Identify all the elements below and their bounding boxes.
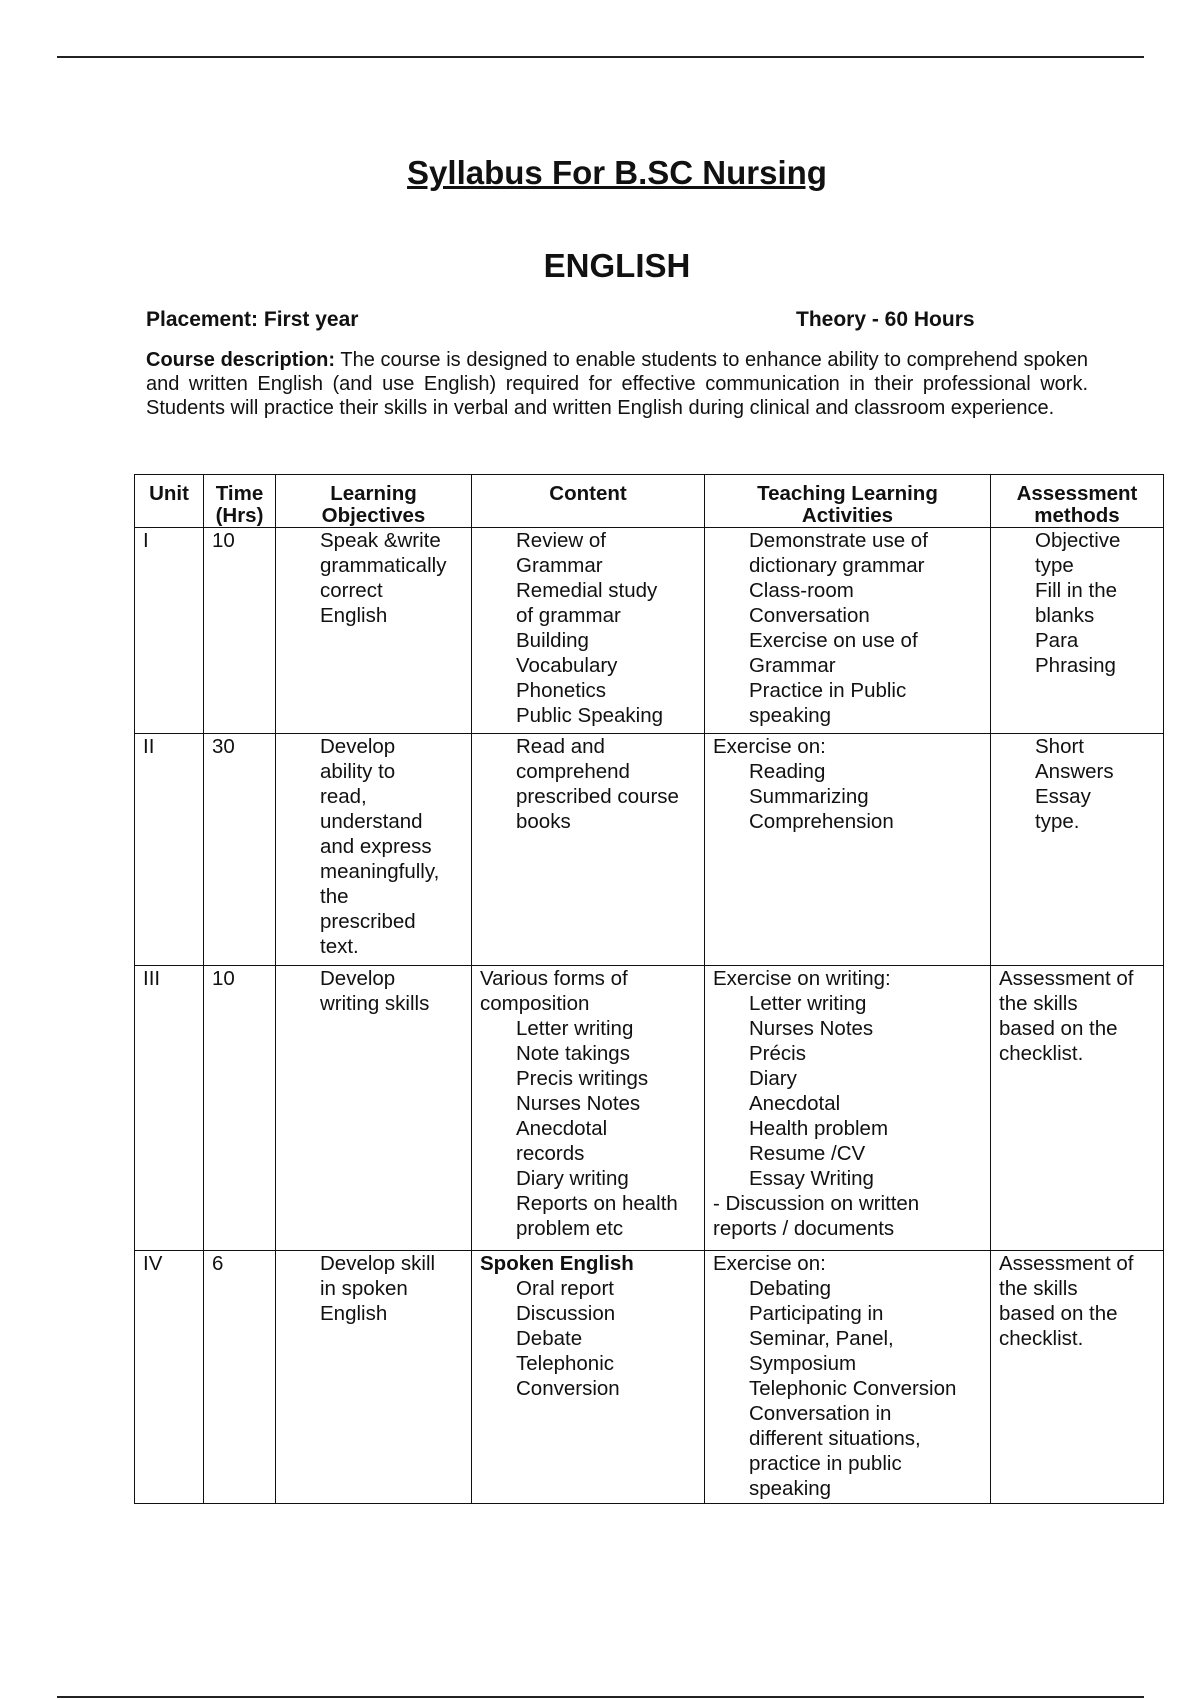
cell-text: Para — [1035, 629, 1079, 652]
cell-text: of grammar — [516, 604, 621, 627]
cell-text: prescribed — [320, 910, 416, 933]
cell-text: type — [1035, 554, 1074, 577]
cell-text: blanks — [1035, 604, 1095, 627]
objectives-cell — [276, 734, 472, 966]
cell-text: Objective — [1035, 529, 1121, 552]
cell-text: the skills — [999, 1277, 1078, 1300]
cell-text: Remedial study — [516, 579, 658, 602]
cell-text: practice in public — [749, 1452, 902, 1475]
cell-text: meaningfully, — [320, 860, 440, 883]
time-cell — [204, 528, 276, 734]
activities-cell — [705, 528, 991, 734]
course-description-label: Course description: — [146, 349, 336, 371]
cell-text: Note takings — [516, 1042, 630, 1065]
top-rule — [57, 56, 1144, 58]
cell-text: Exercise on writing: — [713, 967, 891, 990]
cell-text: writing skills — [320, 992, 430, 1015]
objectives-cell — [276, 966, 472, 1251]
cell-text: Letter writing — [516, 1017, 634, 1040]
header-activities: Teaching Learning Activities — [705, 475, 991, 528]
course-description-text: The course is designed to enable students to enhance ability to comprehend spoken and written English (and use English) required for effective communication in their professional work. Students will practice their skills in verbal and written English during clinical and classroom experience. — [146, 349, 1088, 419]
cell-text: different situations, — [749, 1427, 921, 1450]
cell-text: speaking — [749, 1477, 832, 1500]
table-row — [135, 528, 1164, 734]
theory-hours: Theory - 60 Hours — [796, 308, 975, 331]
cell-text: comprehend — [516, 760, 630, 783]
cell-text: Answers — [1035, 760, 1114, 783]
table-header-row — [135, 475, 1164, 528]
cell-text: problem etc — [516, 1217, 624, 1240]
cell-text: Assessment of — [999, 1252, 1134, 1275]
cell-text: Reading — [749, 760, 826, 783]
assessment-cell — [991, 1251, 1164, 1504]
time-cell — [204, 1251, 276, 1504]
cell-text: read, — [320, 785, 367, 808]
cell-text: Grammar — [749, 654, 836, 677]
cell-text: Phonetics — [516, 679, 607, 702]
subject-heading: ENGLISH — [543, 247, 691, 284]
cell-text: Telephonic Conversion — [749, 1377, 957, 1400]
cell-text: 10 — [212, 967, 235, 990]
page-title: Syllabus For B.SC Nursing — [407, 154, 827, 191]
cell-text: Exercise on use of — [749, 629, 918, 652]
activities-cell — [705, 734, 991, 966]
content-cell — [472, 528, 705, 734]
cell-text: in spoken — [320, 1277, 408, 1300]
table-row — [135, 1251, 1164, 1504]
cell-text: speaking — [749, 704, 832, 727]
cell-text: Debating — [749, 1277, 832, 1300]
table-row — [135, 966, 1164, 1251]
cell-text: Read and — [516, 735, 605, 758]
cell-text: Resume /CV — [749, 1142, 866, 1165]
header-unit: Unit — [135, 475, 204, 528]
syllabus-table — [134, 474, 1164, 1504]
cell-text: Reports on health — [516, 1192, 678, 1215]
cell-text: Precis writings — [516, 1067, 649, 1090]
cell-text: Diary writing — [516, 1167, 629, 1190]
cell-text: Class-room — [749, 579, 854, 602]
cell-text: Develop skill — [320, 1252, 436, 1275]
cell-text: Participating in — [749, 1302, 884, 1325]
content-cell — [472, 1251, 705, 1504]
cell-text: 10 — [212, 529, 235, 552]
cell-text: books — [516, 810, 571, 833]
cell-text: Letter writing — [749, 992, 867, 1015]
cell-text: Discussion — [516, 1302, 616, 1325]
cell-text: Seminar, Panel, — [749, 1327, 894, 1350]
time-cell — [204, 734, 276, 966]
cell-text: checklist. — [999, 1327, 1084, 1350]
cell-text: Conversation — [749, 604, 870, 627]
cell-text: Diary — [749, 1067, 797, 1090]
placement-label: Placement: First year — [146, 308, 359, 331]
cell-text: 6 — [212, 1252, 224, 1275]
header-assessment: Assessment methods — [991, 475, 1164, 528]
header-content: Content — [472, 475, 705, 528]
content-cell — [472, 734, 705, 966]
cell-text: type. — [1035, 810, 1080, 833]
cell-text: Demonstrate use of — [749, 529, 928, 552]
cell-text: Vocabulary — [516, 654, 618, 677]
cell-text: understand — [320, 810, 423, 833]
cell-text: Phrasing — [1035, 654, 1116, 677]
time-cell — [204, 966, 276, 1251]
cell-text: Short — [1035, 735, 1084, 758]
cell-text: Anecdotal — [749, 1092, 841, 1115]
objectives-cell — [276, 1251, 472, 1504]
unit-cell — [135, 528, 204, 734]
activities-cell — [705, 1251, 991, 1504]
objectives-cell — [276, 528, 472, 734]
cell-text: Review of — [516, 529, 607, 552]
cell-text: Fill in the — [1035, 579, 1118, 602]
cell-text: Exercise on: — [713, 735, 826, 758]
header-objectives: Learning Objectives — [276, 475, 472, 528]
cell-text: 30 — [212, 735, 235, 758]
cell-text: ability to — [320, 760, 396, 783]
cell-text: Telephonic — [516, 1352, 615, 1375]
cell-text: text. — [320, 935, 359, 958]
bottom-rule — [57, 1696, 1144, 1698]
cell-text: Conversation in — [749, 1402, 892, 1425]
cell-text: based on the — [999, 1017, 1118, 1040]
cell-text: Spoken English — [480, 1252, 634, 1275]
content-cell — [472, 966, 705, 1251]
cell-text: - Discussion on written — [713, 1192, 920, 1215]
cell-text: Nurses Notes — [749, 1017, 874, 1040]
unit-cell — [135, 1251, 204, 1504]
cell-text: the skills — [999, 992, 1078, 1015]
cell-text: grammatically — [320, 554, 447, 577]
unit-cell — [135, 734, 204, 966]
cell-text: Précis — [749, 1042, 806, 1065]
cell-text: composition — [480, 992, 590, 1015]
cell-text: Assessment of — [999, 967, 1134, 990]
header-time: Time (Hrs) — [204, 475, 276, 528]
cell-text: English — [320, 1302, 388, 1325]
cell-text: Speak &write — [320, 529, 441, 552]
cell-text: III — [143, 967, 161, 990]
cell-text: records — [516, 1142, 585, 1165]
cell-text: correct — [320, 579, 383, 602]
course-description — [146, 348, 1088, 420]
cell-text: dictionary grammar — [749, 554, 925, 577]
cell-text: based on the — [999, 1302, 1118, 1325]
cell-text: Public Speaking — [516, 704, 664, 727]
cell-text: Building — [516, 629, 589, 652]
cell-text: Grammar — [516, 554, 603, 577]
cell-text: Develop — [320, 735, 396, 758]
cell-text: English — [320, 604, 388, 627]
cell-text: Develop — [320, 967, 396, 990]
assessment-cell — [991, 528, 1164, 734]
unit-cell — [135, 966, 204, 1251]
activities-cell — [705, 966, 991, 1251]
cell-text: Health problem — [749, 1117, 889, 1140]
cell-text: II — [143, 735, 155, 758]
cell-text: IV — [143, 1252, 163, 1275]
cell-text: Essay Writing — [749, 1167, 874, 1190]
cell-text: the — [320, 885, 349, 908]
cell-text: reports / documents — [713, 1217, 895, 1240]
table-row — [135, 734, 1164, 966]
cell-text: Symposium — [749, 1352, 857, 1375]
assessment-cell — [991, 734, 1164, 966]
cell-text: and express — [320, 835, 432, 858]
cell-text: Conversion — [516, 1377, 620, 1400]
cell-text: Comprehension — [749, 810, 894, 833]
cell-text: Essay — [1035, 785, 1091, 808]
cell-text: checklist. — [999, 1042, 1084, 1065]
cell-text: Oral report — [516, 1277, 614, 1300]
cell-text: I — [143, 529, 149, 552]
assessment-cell — [991, 966, 1164, 1251]
cell-text: Exercise on: — [713, 1252, 826, 1275]
cell-text: Anecdotal — [516, 1117, 608, 1140]
cell-text: prescribed course — [516, 785, 679, 808]
cell-text: Debate — [516, 1327, 583, 1350]
cell-text: Summarizing — [749, 785, 869, 808]
cell-text: Practice in Public — [749, 679, 907, 702]
cell-text: Various forms of — [480, 967, 628, 990]
cell-text: Nurses Notes — [516, 1092, 641, 1115]
